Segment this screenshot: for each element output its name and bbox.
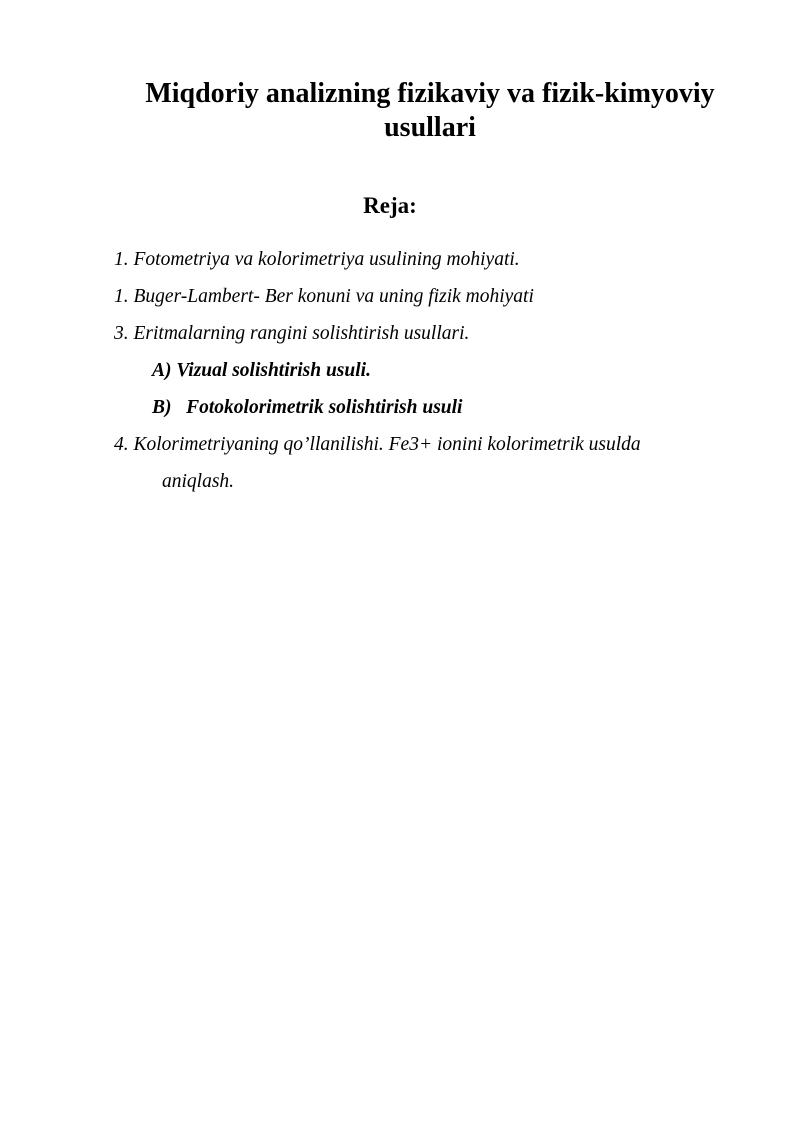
title-line-2: usullari	[384, 112, 476, 143]
title-line-1: Miqdoriy analizning fizikaviy va fizik-kimyoviy	[145, 78, 715, 109]
plan-item-2: 1. Buger-Lambert- Ber konuni va uning fizik mohiyati	[114, 286, 534, 307]
plan-sub-item-a: A) Vizual solishtirish usuli.	[152, 360, 371, 381]
plan-sub-item-b: B) Fotokolorimetrik solishtirish usuli	[152, 397, 463, 418]
plan-item-4-continuation: aniqlash.	[162, 471, 235, 492]
plan-item-3: 3. Eritmalarning rangini solishtirish usullari.	[114, 323, 470, 344]
plan-heading: Reja:	[363, 193, 417, 218]
plan-item-1: 1. Fotometriya va kolorimetriya usulining mohiyati.	[114, 249, 520, 270]
plan-item-4: 4. Kolorimetriyaning qo’llanilishi. Fe3+ ionini kolorimetrik usulda	[114, 434, 641, 455]
